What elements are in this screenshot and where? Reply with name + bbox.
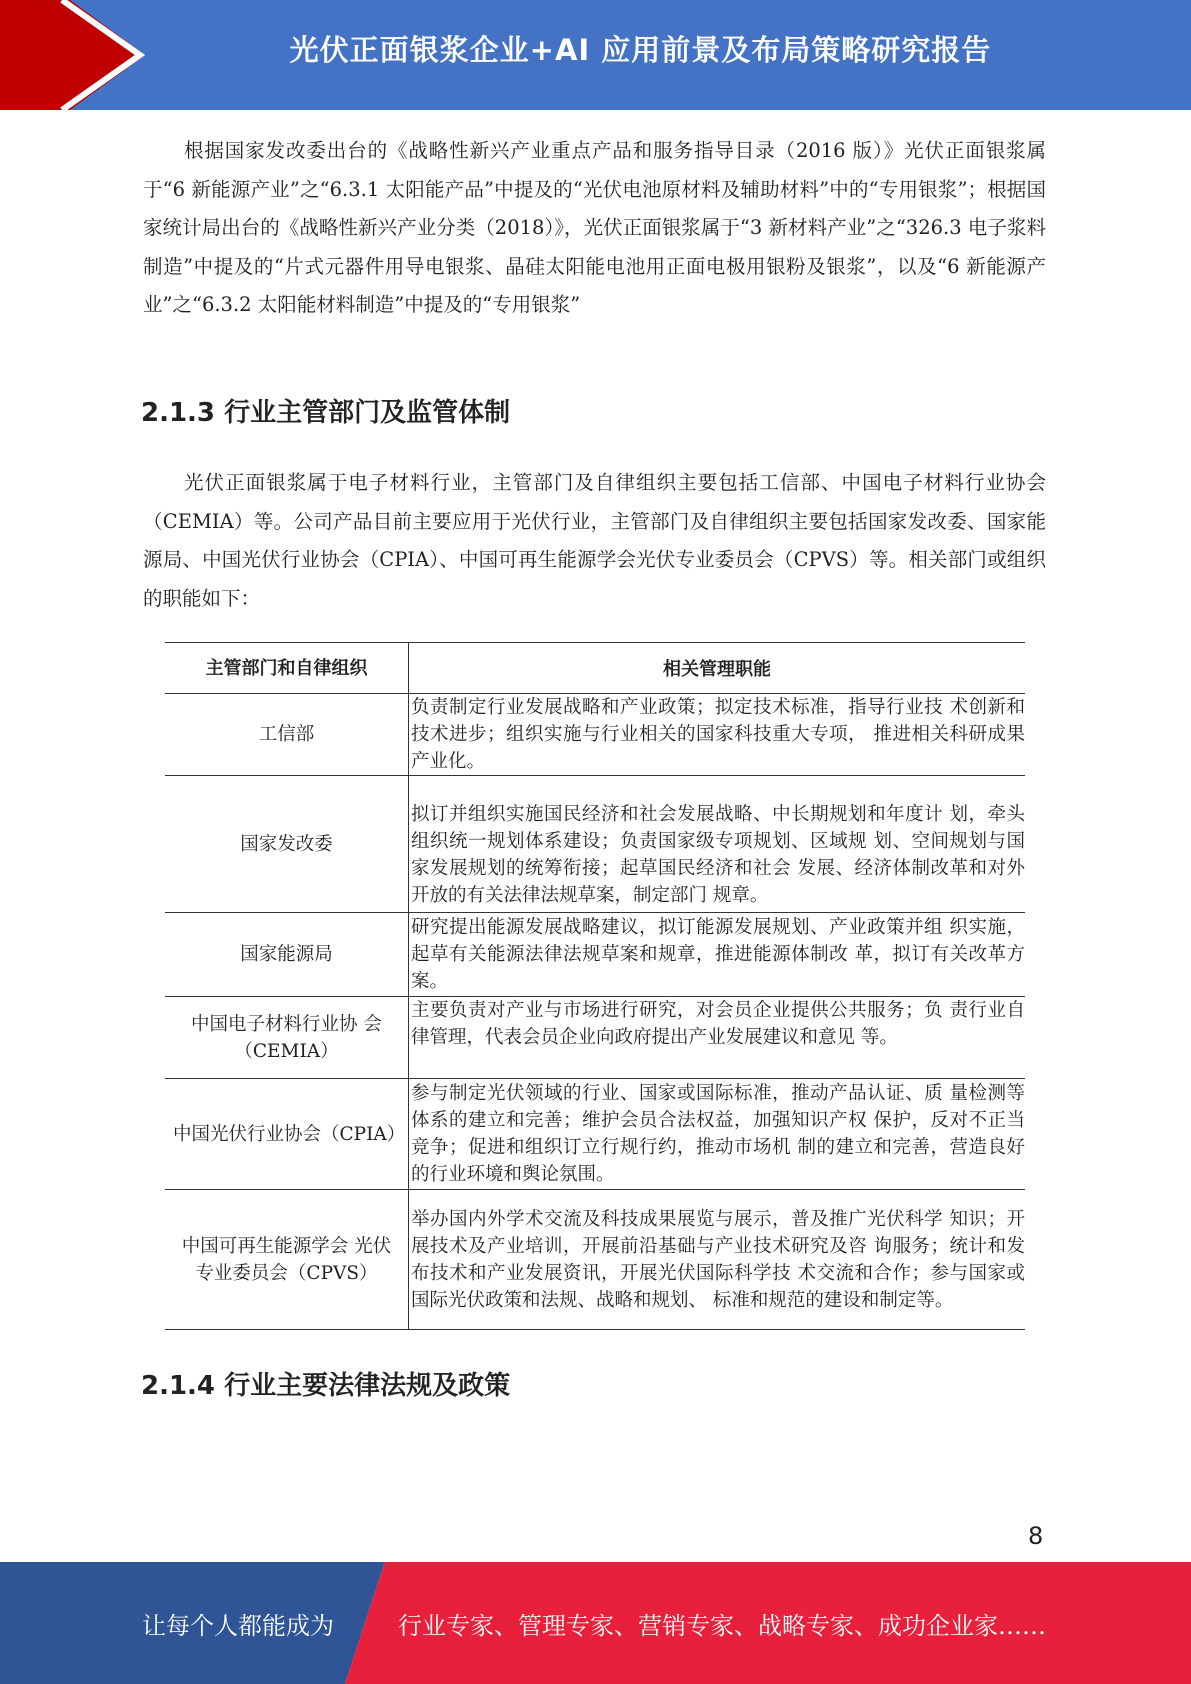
- table-header-org: 主管部门和自律组织: [165, 643, 409, 694]
- org-cell: 国家发改委: [165, 776, 409, 913]
- table-row: [165, 694, 1025, 776]
- authority-duty-table: [165, 642, 1025, 1330]
- footer-slogan-left: 让每个人都能成为: [142, 1612, 334, 1640]
- section-2-1-3-body: [143, 464, 1046, 618]
- report-title: 光伏正面银浆企业+AI 应用前景及布局策略研究报告: [289, 33, 992, 67]
- table-header-row: [165, 643, 1025, 694]
- duty-cell: 参与制定光伏领域的行业、国家或国际标准，推动产品认证、质 量检测等体系的建立和完善；维护会员合法权益，加强知识产权 保护，反对不正当竞争；促进和组织订立行规行约，推动市场机 制的建立和完善，营造良好的行业环境和舆论氛围。: [409, 1079, 1026, 1190]
- table-row: [165, 913, 1025, 997]
- intro-paragraph: 根据国家发改委出台的《战略性新兴产业重点产品和服务指导目录（2016 版）》光伏正面银浆属于“6 新能源产业”之“6.3.1 太阳能产品”中提及的“光伏电池原材料及辅助材料”中的“专用银浆”；根据国家统计局出台的《战略性新兴产业分类（2018）》，光伏正面银浆属于“3 新材料产业”之“326.3 电子浆料制造”中提及的“片式元器件用导电银浆、晶硅太阳能电池用正面电极用银粉及银浆”，以及“6 新能源产业”之“6.3.2 太阳能材料制造”中提及的“专用银浆”: [143, 139, 1046, 316]
- table-row: [165, 1190, 1025, 1330]
- intro-section: [143, 132, 1046, 325]
- org-cell: 国家能源局: [165, 913, 409, 997]
- duty-cell: 主要负责对产业与市场进行研究，对会员企业提供公共服务；负 责行业自律管理，代表会员企业向政府提出产业发展建议和意见 等。: [409, 997, 1026, 1079]
- table-row: [165, 776, 1025, 913]
- table-row: [165, 1079, 1025, 1190]
- header-banner: [0, 0, 1191, 110]
- duty-cell: 举办国内外学术交流及科技成果展览与展示，普及推广光伏科学 知识；开展技术及产业培训，开展前沿基础与产业技术研究及咨 询服务；统计和发布技术和产业发展资讯，开展光伏国际科学技 术交流和合作；参与国家或国际光伏政策和法规、战略和规划、 标准和规范的建设和制定等。: [409, 1190, 1026, 1330]
- org-cell: 中国光伏行业协会（CPIA）: [165, 1079, 409, 1190]
- footer-slogan-right: 行业专家、管理专家、营销专家、战略专家、成功企业家……: [398, 1612, 1046, 1640]
- table-header-duty: 相关管理职能: [409, 643, 1026, 694]
- duty-cell: 研究提出能源发展战略建议，拟订能源发展规划、产业政策并组 织实施，起草有关能源法律法规草案和规章，推进能源体制改 革，拟订有关改革方案。: [409, 913, 1026, 997]
- org-cell: 工信部: [165, 694, 409, 776]
- page-number: 8: [1028, 1522, 1044, 1550]
- section-2-1-3-paragraph: 光伏正面银浆属于电子材料行业，主管部门及自律组织主要包括工信部、中国电子材料行业协会（CEMIA）等。公司产品目前主要应用于光伏行业，主管部门及自律组织主要包括国家发改委、国家能源局、中国光伏行业协会（CPIA）、中国可再生能源学会光伏专业委员会（CPVS）等。相关部门或组织的职能如下：: [143, 471, 1046, 610]
- section-heading-2-1-3: 2.1.3 行业主管部门及监管体制: [141, 398, 511, 428]
- org-cell: 中国电子材料行业协 会（CEMIA）: [165, 997, 409, 1079]
- table-row: [165, 997, 1025, 1079]
- section-heading-2-1-4: 2.1.4 行业主要法律法规及政策: [141, 1371, 511, 1401]
- duty-cell: 负责制定行业发展战略和产业政策；拟定技术标准，指导行业技 术创新和技术进步；组织实施与行业相关的国家科技重大专项， 推进相关科研成果产业化。: [409, 694, 1026, 776]
- footer-banner: [0, 1562, 1191, 1684]
- duty-cell: 拟订并组织实施国民经济和社会发展战略、中长期规划和年度计 划，牵头组织统一规划体系建设；负责国家级专项规划、区域规 划、空间规划与国家发展规划的统筹衔接；起草国民经济和社会 发展、经济体制改革和对外开放的有关法律法规草案，制定部门 规章。: [409, 776, 1026, 913]
- org-cell: 中国可再生能源学会 光伏专业委员会（CPVS）: [165, 1190, 409, 1330]
